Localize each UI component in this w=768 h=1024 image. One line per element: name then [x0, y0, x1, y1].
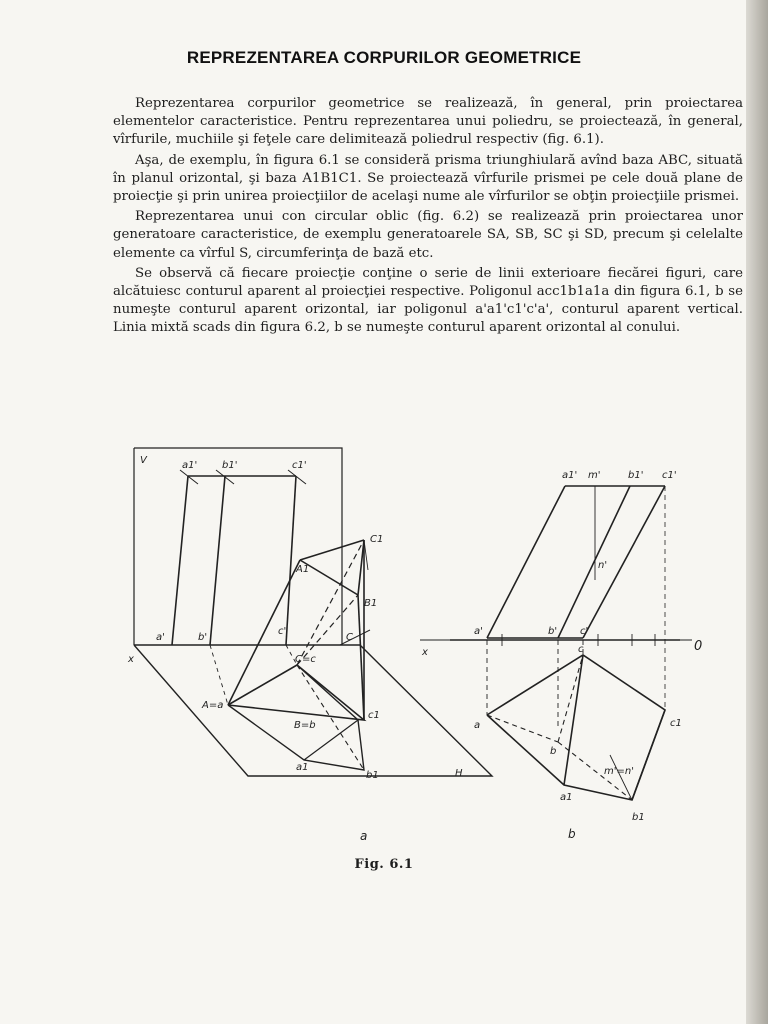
- paragraph-2: Aşa, de exemplu, în figura 6.1 se consideră prisma triunghiulară avînd baza ABC, situată în planul orizontal, şi baza A1B1C1. Se proiectează vîrfurile prismei pe cele două plane de proiecţie şi prin unirea proiecţiilor de acelaşi nume ale vîrfurilor se obţin proiecţiile prismei.: [113, 152, 743, 205]
- label-b-c1p: c1': [662, 470, 677, 481]
- paragraph-4: Se observă că fiecare proiecţie conţine o serie de linii exterioare fiecărei figuri, care alcătuiesc conturul aparent al proiecţiei respective. Poligonul acc1b1a1a din figura 6.1, b se numeşte conturul aparent orizontal, iar poligonul a'a1'c1'c'a', conturul aparent vertical. Linia mixtă scads din figura 6.2, b se numeşte conturul aparent orizontal al conului.: [113, 265, 743, 336]
- label-V: V: [140, 455, 147, 466]
- paragraph-1: Reprezentarea corpurilor geometrice se realizează, în general, prin proiectarea elementelor caracteristice. Pentru reprezentarea unui poliedru, se proiectează, în general, vîrfurile, muchiile şi feţele care delimitează poliedrul respectiv (fig. 6.1).: [113, 96, 743, 148]
- label-Beqb: B=b: [294, 720, 316, 731]
- label-B1: B1: [364, 598, 378, 609]
- label-bp: b': [198, 632, 208, 643]
- label-ap: a': [156, 632, 165, 643]
- label-a1: a1: [296, 762, 309, 773]
- subfigure-label-a: a: [360, 829, 368, 843]
- label-b-b: b: [550, 746, 557, 757]
- subfigure-label-b: b: [568, 827, 576, 841]
- label-c1: c1: [368, 710, 380, 721]
- label-b-b1p: b1': [628, 470, 644, 481]
- label-A1: A1: [296, 564, 310, 575]
- label-b-np: n': [598, 560, 608, 571]
- label-b1: b1: [366, 770, 379, 781]
- page-title: REPREZENTAREA CORPURILOR GEOMETRICE: [186, 48, 582, 67]
- label-b-b1: b1: [632, 812, 645, 823]
- label-b-mp: m': [588, 470, 601, 481]
- label-b-a1: a1: [560, 792, 573, 803]
- label-b-cp: c': [580, 626, 589, 637]
- label-Ceqc: C=c: [295, 654, 316, 665]
- label-b-c1: c1: [670, 718, 682, 729]
- label-b-a: a: [474, 720, 481, 731]
- label-b-ap: a': [474, 626, 483, 637]
- figure-caption: Fig. 6.1: [354, 857, 414, 872]
- label-b-0: 0: [694, 639, 703, 654]
- label-b-bp: b': [548, 626, 558, 637]
- label-cp: c': [278, 626, 287, 637]
- figure-labels: [127, 455, 702, 823]
- paragraph-3: Reprezentarea unui con circular oblic (fig. 6.2) se realizează prin proiectarea unor generatoare caracteristice, de exemplu generatoarele SA, SB, SC şi SD, precum şi celelalte elemente ca vîrful S, circumferinţa de bază etc.: [113, 209, 743, 261]
- figure-6-1: [110, 430, 710, 850]
- label-a1p: a1': [182, 460, 198, 471]
- label-x-a: x: [128, 654, 134, 665]
- label-H: H: [455, 768, 463, 779]
- label-b-x: x: [422, 647, 428, 658]
- label-c1p: c1': [292, 460, 307, 471]
- label-Aeqa: A=a: [202, 700, 224, 711]
- body-text: [113, 95, 743, 340]
- label-C: C: [346, 632, 353, 643]
- label-b-c: c: [578, 644, 584, 655]
- label-C1: C1: [370, 534, 384, 545]
- label-b-a1p: a1': [562, 470, 578, 481]
- label-b-mpeqnp: m'=n': [604, 766, 634, 777]
- label-b1p: b1': [222, 460, 238, 471]
